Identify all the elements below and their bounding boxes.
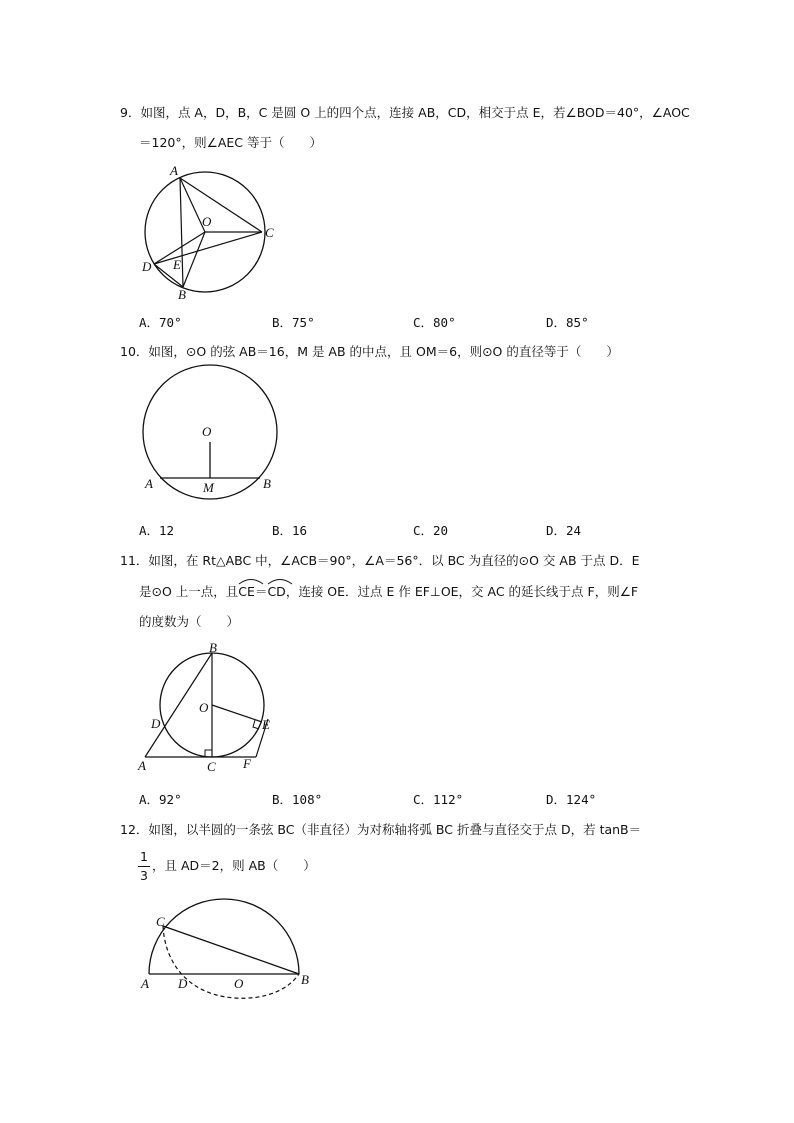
- q11-label-E: E: [262, 717, 270, 732]
- q11-stem-line2b: ，连接 OE．过点 E 作 EF⊥OE，交 AC 的延长线于点 F，则∠F: [285, 584, 639, 599]
- q9-option-d[interactable]: D．85°: [546, 315, 589, 330]
- q9-stem-line1: 9．如图，点 A，D，B，C 是圆 O 上的四个点，连接 AB，CD，相交于点 E，若∠BOD＝40°，∠AOC: [120, 105, 690, 120]
- q11-stem-line1: 11．如图，在 Rt△ABC 中，∠ACB＝90°，∠A＝56°．以 BC 为直径的⊙O 交 AB 于点 D．E: [120, 553, 640, 568]
- q9-option-a[interactable]: A．70°: [139, 315, 182, 330]
- q10-stem-line1: 10．如图，⊙O 的弦 AB＝16，M 是 AB 的中点，且 OM＝6，则⊙O 的直径等于（ ）: [120, 344, 619, 359]
- q9-label-A: A: [170, 163, 178, 178]
- q10-option-a[interactable]: A．12: [139, 523, 175, 538]
- q10-option-d[interactable]: D．24: [546, 523, 582, 538]
- q11-label-C: C: [207, 759, 216, 774]
- q12-chord-BC: [163, 926, 299, 974]
- q12-label-D: D: [178, 976, 188, 991]
- q11-label-A: A: [138, 758, 146, 773]
- q10-label-A: A: [145, 476, 153, 491]
- q11-option-a[interactable]: A．92°: [139, 792, 182, 807]
- q12-fraction-denominator: 3: [140, 868, 148, 883]
- q12-label-C: C: [156, 914, 165, 929]
- q10-option-b[interactable]: B．16: [272, 523, 308, 538]
- q10-option-c[interactable]: C．20: [413, 523, 449, 538]
- q11-option-d[interactable]: D．124°: [546, 792, 597, 807]
- q9-label-E: E: [173, 257, 181, 272]
- q11-label-F: F: [243, 756, 251, 771]
- q12-stem-line1: 12．如图，以半圆的一条弦 BC（非直径）为对称轴将弧 BC 折叠与直径交于点 D，若 tanB＝: [120, 822, 642, 837]
- q10-label-O: O: [202, 424, 212, 439]
- q12-label-A: A: [141, 976, 149, 991]
- q11-option-c[interactable]: C．112°: [413, 792, 464, 807]
- q12-label-B: B: [301, 972, 309, 987]
- q9-stem-line2: ＝120°，则∠AEC 等于（ ）: [139, 135, 322, 150]
- q9-label-C: C: [265, 225, 274, 240]
- q11-stem-line2a: 是⊙O 上一点，且: [139, 584, 239, 599]
- q11-label-D: D: [151, 716, 161, 731]
- q9-option-c[interactable]: C．80°: [413, 315, 456, 330]
- q9-label-B: B: [178, 287, 186, 302]
- q11-label-O: O: [199, 700, 209, 715]
- q12-label-O: O: [234, 976, 244, 991]
- q10-label-B: B: [263, 476, 271, 491]
- q11-option-b[interactable]: B．108°: [272, 792, 323, 807]
- q11-equals: ＝: [254, 584, 268, 599]
- q11-stem-line3: 的度数为（ ）: [139, 614, 240, 629]
- q9-label-D: D: [142, 259, 152, 274]
- q11-arc-ce: CE: [238, 584, 255, 600]
- q9-label-O: O: [202, 214, 212, 229]
- q10-label-M: M: [203, 480, 214, 495]
- q11-arc-cd: CD: [267, 584, 285, 600]
- q9-option-b[interactable]: B．75°: [272, 315, 315, 330]
- q12-stem-line2: ，且 AD＝2，则 AB（ ）: [152, 858, 316, 873]
- q12-semicircle-arc: [149, 899, 299, 974]
- q11-label-B: B: [209, 640, 217, 655]
- q12-fraction-numerator: 1: [140, 849, 148, 864]
